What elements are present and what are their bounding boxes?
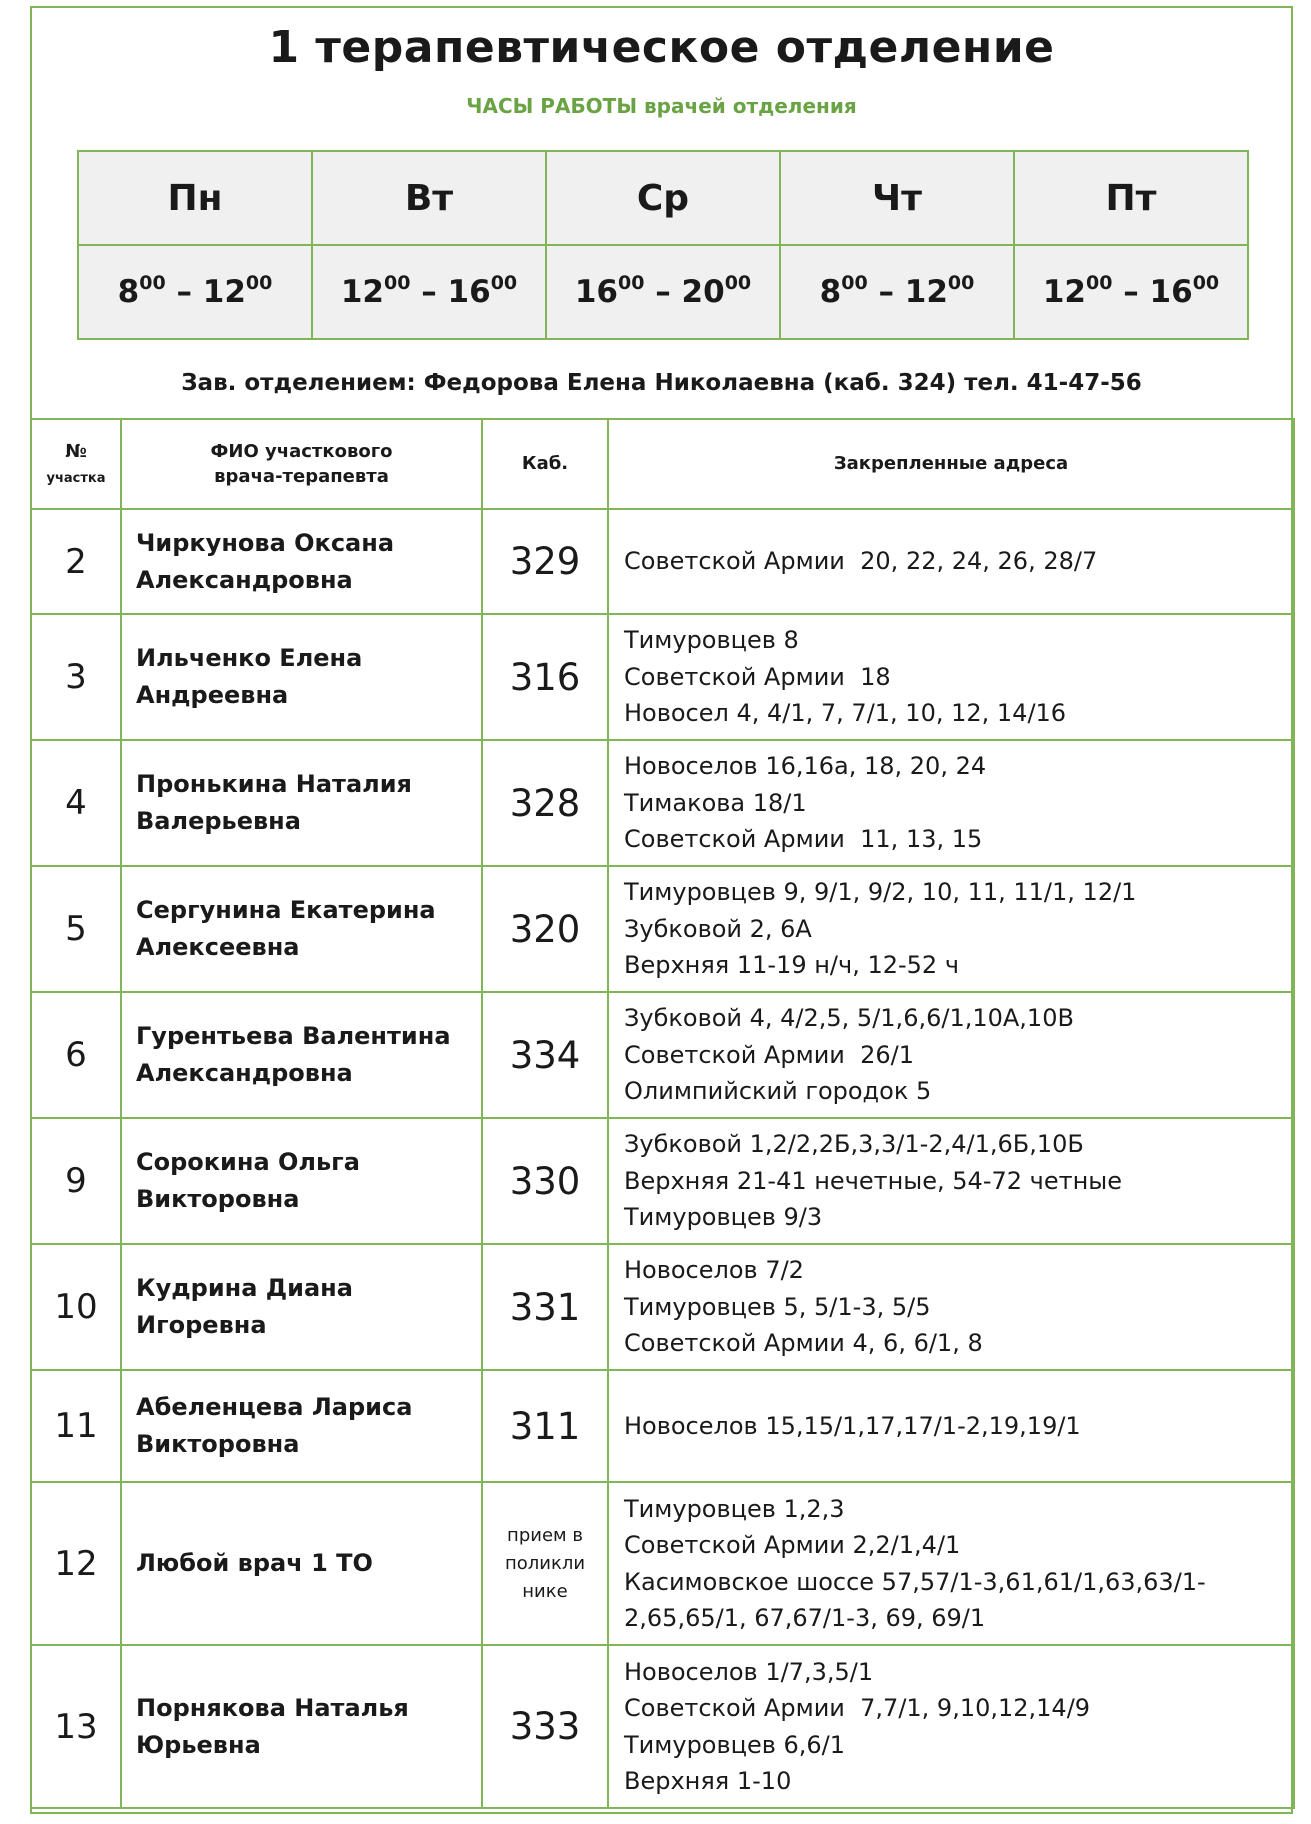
table-row bbox=[31, 1118, 1294, 1244]
table-row bbox=[31, 1482, 1294, 1645]
address-line: Тимакова 18/1 bbox=[624, 788, 807, 817]
table-row bbox=[31, 866, 1294, 992]
district-number: 11 bbox=[31, 1370, 121, 1482]
table-row bbox=[31, 1370, 1294, 1482]
schedule-hours: $12^{00} - 16^{00}$ bbox=[1014, 245, 1248, 339]
cabinet-number: 311 bbox=[482, 1370, 608, 1482]
cabinet-number: 329 bbox=[482, 509, 608, 614]
district-number: 6 bbox=[31, 992, 121, 1118]
address-line: Новоселов 7/2 bbox=[624, 1256, 804, 1285]
address-line: Тимуровцев 6,6/1 bbox=[624, 1730, 846, 1759]
doctor-name-line: Чиркунова Оксана bbox=[136, 528, 395, 557]
cabinet-note-line: нике bbox=[522, 1580, 568, 1602]
doctor-name-line: Валерьевна bbox=[136, 807, 301, 835]
address-line: Советской Армии 26/1 bbox=[624, 1040, 915, 1069]
district-number: 13 bbox=[31, 1645, 121, 1808]
address-line: Тимуровцев 5, 5/1-3, 5/5 bbox=[624, 1292, 931, 1321]
schedule-day: Ср bbox=[546, 151, 780, 245]
doctor-name-line: Александровна bbox=[136, 565, 353, 594]
address-line: Касимовское шоссе 57,57/1-3,61,61/1,63,63/1- bbox=[624, 1567, 1206, 1596]
doctor-name bbox=[121, 509, 482, 614]
doctor-name bbox=[121, 740, 482, 866]
schedule-day: Чт bbox=[780, 151, 1014, 245]
district-number: 2 bbox=[31, 509, 121, 614]
address-line: Новоселов 1/7,3,5/1 bbox=[624, 1657, 874, 1686]
doctor-name-line: Викторовна bbox=[136, 1185, 300, 1213]
cabinet-number: 316 bbox=[482, 614, 608, 740]
assigned-addresses bbox=[608, 1645, 1294, 1808]
address-line: Верхняя 1-10 bbox=[624, 1767, 792, 1795]
table-row bbox=[31, 614, 1294, 740]
document-page bbox=[30, 6, 1293, 1814]
schedule-day: Вт bbox=[312, 151, 546, 245]
cabinet-number: 330 bbox=[482, 1118, 608, 1244]
address-line: Советской Армии 4, 6, 6/1, 8 bbox=[624, 1329, 983, 1358]
doctor-name bbox=[121, 1244, 482, 1370]
head-of-department: Зав. отделением: Федорова Елена Николаевна (каб. 324) тел. 41-47-56 bbox=[181, 370, 1142, 396]
assigned-addresses bbox=[608, 740, 1294, 866]
doctor-name bbox=[121, 1370, 482, 1482]
cabinet-number: 331 bbox=[482, 1244, 608, 1370]
district-number: 10 bbox=[31, 1244, 121, 1370]
doctor-name bbox=[121, 1645, 482, 1808]
address-line: 2,65,65/1, 67,67/1-3, 69, 69/1 bbox=[624, 1604, 986, 1632]
address-line: Тимуровцев 9, 9/1, 9/2, 10, 11, 11/1, 12/1 bbox=[624, 878, 1137, 907]
address-line: Советской Армии 2,2/1,4/1 bbox=[624, 1531, 961, 1559]
table-row bbox=[31, 1244, 1294, 1370]
doctor-name-line: Кудрина Диана bbox=[136, 1274, 353, 1302]
table-header-row bbox=[31, 419, 1294, 509]
schedule-days-row bbox=[78, 151, 1248, 245]
address-line: Тимуровцев 8 bbox=[624, 626, 799, 655]
doctor-name-line: Александровна bbox=[136, 1059, 353, 1087]
district-number: 12 bbox=[31, 1482, 121, 1645]
address-line: Новоселов 15,15/1,17,17/1-2,19,19/1 bbox=[624, 1411, 1081, 1440]
cabinet-number: 328 bbox=[482, 740, 608, 866]
schedule-hours: $8^{00} - 12^{00}$ bbox=[78, 245, 312, 339]
doctor-name-line: Сергунина Екатерина bbox=[136, 896, 436, 924]
assigned-addresses bbox=[608, 992, 1294, 1118]
page-title: 1 терапевтическое отделение bbox=[268, 22, 1055, 73]
table-row bbox=[31, 740, 1294, 866]
cabinet-note-line: прием в bbox=[507, 1524, 583, 1546]
doctor-name-line: Юрьевна bbox=[136, 1730, 261, 1759]
doctor-name bbox=[121, 866, 482, 992]
header-addresses: Закрепленные адреса bbox=[608, 419, 1294, 509]
assigned-addresses bbox=[608, 866, 1294, 992]
doctor-name-line: Сорокина Ольга bbox=[136, 1148, 360, 1176]
doctor-name-line: Гурентьева Валентина bbox=[136, 1022, 451, 1050]
schedule-day: Пт bbox=[1014, 151, 1248, 245]
address-line: Зубковой 4, 4/2,5, 5/1,6,6/1,10А,10В bbox=[624, 1004, 1074, 1033]
assigned-addresses bbox=[608, 1370, 1294, 1482]
schedule-hours: $8^{00} - 12^{00}$ bbox=[780, 245, 1014, 339]
table-row bbox=[31, 992, 1294, 1118]
schedule-hours: $12^{00} - 16^{00}$ bbox=[312, 245, 546, 339]
district-number: 4 bbox=[31, 740, 121, 866]
district-number: 3 bbox=[31, 614, 121, 740]
doctor-name-line: Алексеевна bbox=[136, 933, 300, 961]
header-doctor-name: ФИО участкового врача-терапевта bbox=[121, 419, 482, 509]
address-line: Новоселов 16,16а, 18, 20, 24 bbox=[624, 752, 987, 781]
assigned-addresses bbox=[608, 614, 1294, 740]
doctor-name bbox=[121, 992, 482, 1118]
address-line: Советской Армии 11, 13, 15 bbox=[624, 825, 983, 854]
doctor-name-line: Любой врач 1 ТО bbox=[136, 1549, 373, 1577]
assigned-addresses bbox=[608, 1244, 1294, 1370]
table-row bbox=[31, 509, 1294, 614]
cabinet-number: 334 bbox=[482, 992, 608, 1118]
address-line: Зубковой 2, 6А bbox=[624, 914, 812, 943]
doctor-name bbox=[121, 614, 482, 740]
address-line: Верхняя 11-19 н/ч, 12-52 ч bbox=[624, 951, 959, 980]
address-line: Советской Армии 18 bbox=[624, 662, 891, 691]
address-line: Советской Армии 7,7/1, 9,10,12,14/9 bbox=[624, 1694, 1091, 1722]
cabinet-number bbox=[482, 1482, 608, 1645]
doctor-name-line: Игоревна bbox=[136, 1311, 267, 1339]
doctor-name bbox=[121, 1118, 482, 1244]
address-line: Новосел 4, 4/1, 7, 7/1, 10, 12, 14/16 bbox=[624, 699, 1067, 728]
doctor-name-line: Порнякова Наталья bbox=[136, 1693, 409, 1722]
district-number: 9 bbox=[31, 1118, 121, 1244]
header-cabinet: Каб. bbox=[482, 419, 608, 509]
table-row bbox=[31, 1645, 1294, 1808]
cabinet-number: 333 bbox=[482, 1645, 608, 1808]
cabinet-note-line: поликли bbox=[504, 1552, 586, 1574]
doctor-name bbox=[121, 1482, 482, 1645]
address-line: Зубковой 1,2/2,2Б,3,3/1-2,4/1,6Б,10Б bbox=[624, 1130, 1084, 1159]
assigned-addresses bbox=[608, 1118, 1294, 1244]
doctor-name-line: Андреевна bbox=[136, 681, 289, 709]
address-line: Олимпийский городок 5 bbox=[624, 1077, 932, 1106]
address-line: Верхняя 21-41 нечетные, 54-72 четные bbox=[624, 1166, 1122, 1195]
doctor-name-line: Викторовна bbox=[136, 1430, 300, 1458]
address-line: Тимуровцев 9/3 bbox=[624, 1203, 823, 1232]
header-district-number: № участка bbox=[31, 419, 121, 509]
doctor-name-line: Абеленцева Лариса bbox=[136, 1393, 413, 1421]
address-line: Тимуровцев 1,2,3 bbox=[624, 1494, 845, 1523]
cabinet-number: 320 bbox=[482, 866, 608, 992]
doctor-name-line: Пронькина Наталия bbox=[136, 770, 412, 798]
schedule-day: Пн bbox=[78, 151, 312, 245]
schedule-hours-row bbox=[78, 245, 1248, 339]
address-line: Советской Армии 20, 22, 24, 26, 28/7 bbox=[624, 547, 1098, 576]
assigned-addresses bbox=[608, 509, 1294, 614]
doctor-name-line: Ильченко Елена bbox=[136, 644, 363, 672]
schedule-hours: $16^{00} - 20^{00}$ bbox=[546, 245, 780, 339]
schedule-table bbox=[77, 150, 1249, 340]
assigned-addresses bbox=[608, 1482, 1294, 1645]
districts-table bbox=[30, 418, 1295, 1809]
page-subtitle: ЧАСЫ РАБОТЫ врачей отделения bbox=[466, 94, 857, 118]
district-number: 5 bbox=[31, 866, 121, 992]
